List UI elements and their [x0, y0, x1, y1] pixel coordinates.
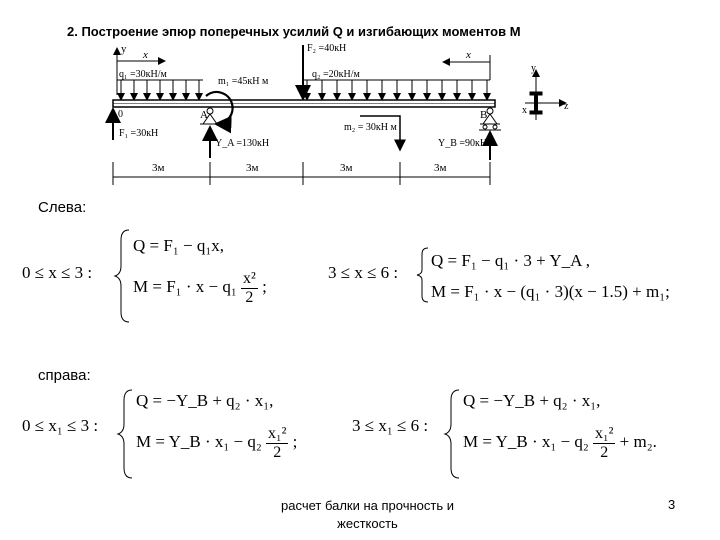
left-section-heading: Слева: — [38, 199, 87, 216]
left-m1-text: M = F₁ · x − q₁ — [133, 277, 237, 296]
right-q2-equation: Q = −Y_B + q₂ · x₁, — [463, 391, 601, 410]
left-q1-equation: Q = F₁ − q₁x, — [133, 236, 225, 255]
right-q1-equation: Q = −Y_B + q₂ · x₁, — [136, 391, 274, 410]
right-m2-end: + m₂. — [619, 432, 657, 451]
dim-4: 3м — [434, 162, 447, 174]
right-m2-text: M = Y_B · x₁ − q₂ — [463, 432, 589, 451]
right-section-heading: справа: — [38, 367, 91, 384]
left-m1-equation — [133, 270, 267, 306]
left-q2-equation: Q = F₁ − q₁ · 3 + Y_A , — [431, 251, 590, 270]
left-m1-numerator: x² — [243, 270, 256, 287]
cross-section-icon — [525, 70, 566, 120]
right-m2-fraction — [593, 425, 615, 461]
x-right-label: x — [466, 49, 471, 61]
right-brace-2 — [443, 386, 463, 482]
left-m2-equation: M = F₁ · x − (q₁ · 3)(x − 1.5) + m₁; — [431, 282, 670, 301]
yb-label: Y_B =90кН — [438, 138, 488, 149]
left-brace-2 — [415, 246, 431, 304]
support-b-label: B — [480, 109, 488, 121]
right-m1-denominator: 2 — [273, 443, 282, 461]
right-m2-equation — [463, 425, 657, 461]
m1-label: m₁ =45кН м — [218, 76, 269, 87]
x-left-label: x — [143, 49, 148, 61]
page-number: 3 — [668, 497, 676, 512]
support-a-label: A — [200, 109, 208, 121]
section-z-label: z — [564, 101, 569, 112]
f2-label: F₂ =40кН — [307, 43, 347, 54]
page-title: 2. Построение эпюр поперечных усилий Q и изгибающих моментов М — [67, 24, 521, 39]
footer-text: расчет балки на прочность и жесткость — [281, 498, 454, 531]
q1-load-arrows — [121, 80, 199, 100]
q2-label: q₂ =20кН/м — [312, 69, 360, 80]
right-m1-end: ; — [292, 432, 298, 451]
beam-diagram — [0, 0, 720, 200]
left-range-2: 3 ≤ x ≤ 6 : — [328, 263, 399, 282]
ya-label: Y_A =130кН — [215, 138, 270, 149]
right-m1-fraction — [266, 425, 288, 461]
right-m2-denominator: 2 — [600, 443, 609, 461]
f1-label: F₁ =30кН — [119, 128, 159, 139]
q1-label: q₁ =30кН/м — [119, 69, 167, 80]
origin-label: 0 — [118, 109, 123, 120]
q2-load-arrows — [307, 80, 487, 100]
right-m1-equation — [136, 425, 297, 461]
left-m1-denominator: 2 — [245, 288, 254, 306]
dim-1: 3м — [152, 162, 165, 174]
section-y-label: y — [531, 63, 536, 74]
right-range-1: 0 ≤ x₁ ≤ 3 : — [22, 416, 99, 435]
left-brace-1 — [113, 226, 133, 326]
section-x-label: x — [522, 105, 527, 116]
right-brace-1 — [116, 386, 136, 482]
y-axis-label: y — [121, 43, 127, 55]
right-m1-text: M = Y_B · x₁ − q₂ — [136, 432, 262, 451]
left-m1-fraction — [241, 270, 258, 306]
left-range-1: 0 ≤ x ≤ 3 : — [22, 263, 93, 282]
m2-label: m₂ = 30кН м — [344, 122, 397, 133]
dim-2: 3м — [246, 162, 259, 174]
left-m1-end: ; — [262, 277, 267, 296]
right-m2-numerator: x₁² — [595, 425, 614, 442]
dim-3: 3м — [340, 162, 353, 174]
right-m1-numerator: x₁² — [268, 425, 287, 442]
right-range-2: 3 ≤ x₁ ≤ 6 : — [352, 416, 429, 435]
